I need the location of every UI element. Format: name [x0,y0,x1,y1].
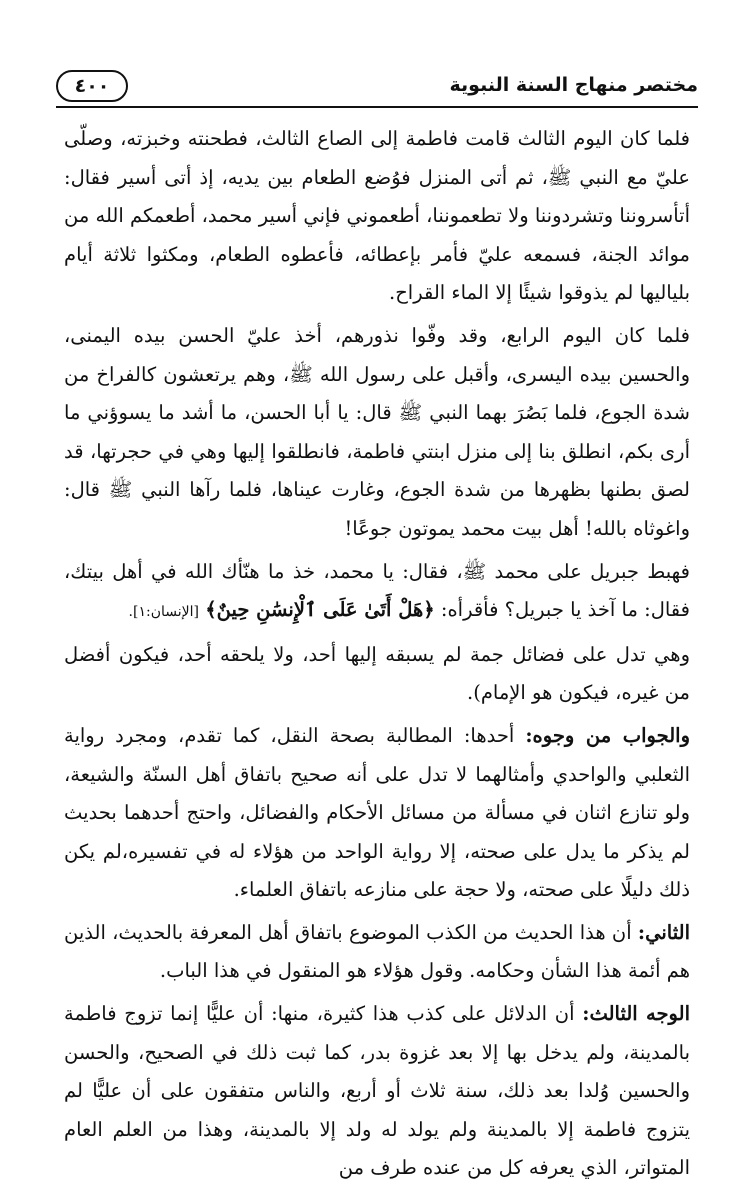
header-rule [56,106,698,108]
paragraph: الوجه الثالث: أن الدلائل على كذب هذا كثيرة، منها: أن عليًّا إنما تزوج فاطمة بالمدينة، ولم يدخل بها إلا بعد غزوة بدر، كما ثبت ذلك في الصحيح، والحسن والحسين وُلدا بعد ذلك، سنة ثلاث أو أربع، والناس متفقون على أن عليًّا لم يتزوج فاطمة إلا بالمدينة ولم يولد له ولد إلا بالمدينة، وهذا من العلم العام المتواتر، الذي يعرفه كل من عنده طرف من [64,1002,690,1180]
body-text [64,120,690,1180]
paragraph: فهبط جبريل على محمد ﷺ، فقال: يا محمد، خذ ما هنّأك الله في أهل بيتك، فقال: ما آخذ يا جبريل؟ فأقرأه: ﴿هَلْ أَتَىٰ عَلَى ٱلْإِنسَٰنِ حِينٌ﴾ [الإنسان:١]. [64,559,690,622]
quran-verse: ﴿هَلْ أَتَىٰ عَلَى ٱلْإِنسَٰنِ حِينٌ﴾ [205,598,435,622]
paragraph: والجواب من وجوه: أحدها: المطالبة بصحة النقل، كما تقدم، ومجرد رواية الثعلبي والواحدي وأمثالهما لا تدل على أنه صحيح باتفاق أهل السنّة والشيعة، ولو تنازع اثنان في مسألة من مسائل الأحكام والفضائل، واحتج أحدهما بحديث لم يذكر ما يدل على صحته، إلا رواية الواحد من هؤلاء له في تفسيره،لم يكن ذلك دليلًا على صحته، ولا حجة على منازعه باتفاق العلماء. [64,723,690,902]
paragraph: الثاني: أن هذا الحديث من الكذب الموضوع باتفاق أهل المعرفة بالحديث، الذين هم أئمة هذا الشأن وحكامه. وقول هؤلاء هو المنقول في هذا الباب. [64,920,690,983]
paragraph: وهي تدل على فضائل جمة لم يسبقه إليها أحد، ولا يلحقه أحد، فيكون أفضل من غيره، فيكون هو الإمام). [64,642,690,705]
page-number: ٤٠٠ [56,70,128,102]
paragraph-lead: والجواب من وجوه: [525,723,690,747]
running-title: مختصر منهاج السنة النبوية [449,74,698,96]
paragraph-lead: الوجه الثالث: [582,1002,690,1026]
paragraph: فلما كان اليوم الثالث قامت فاطمة إلى الصاع الثالث، فطحنته وخبزته، وصلّى عليّ مع النبي ﷺ، ثم أتى المنزل فوُضع الطعام بين يديه، إذ أتى أسير فقال: أتأسروننا وتشردوننا ولا تطعموننا، أطعموني فإني أسير محمد، أطعمكم الله من موائد الجنة، فسمعه عليّ فأمر بإعطائه، فأعطوه الطعام، ومكثوا ثلاثة أيام بلياليها لم يذوقوا شيئًا إلا الماء القراح. [64,127,690,305]
paragraph: فلما كان اليوم الرابع، وقد وفّوا نذورهم، أخذ عليّ الحسن بيده اليمنى، والحسين بيده اليسرى، وأقبل على رسول الله ﷺ، وهم يرتعشون كالفراخ من شدة الجوع، فلما بَصُرَ بهما النبي ﷺ قال: يا أبا الحسن، ما أشد ما يسوؤني ما أرى بكم، انطلق بنا إلى منزل ابنتي فاطمة، فانطلقوا إليها وهي في حجرتها، قد لصق بطنها بظهرها من شدة الجوع، وغارت عيناها، فلما رآها النبي ﷺ قال: واغوثاه بالله! أهل بيت محمد يموتون جوعًا! [64,323,690,540]
paragraph-lead: الثاني: [637,920,690,944]
verse-reference: [الإنسان:١]. [128,604,199,621]
page-header [56,64,698,108]
